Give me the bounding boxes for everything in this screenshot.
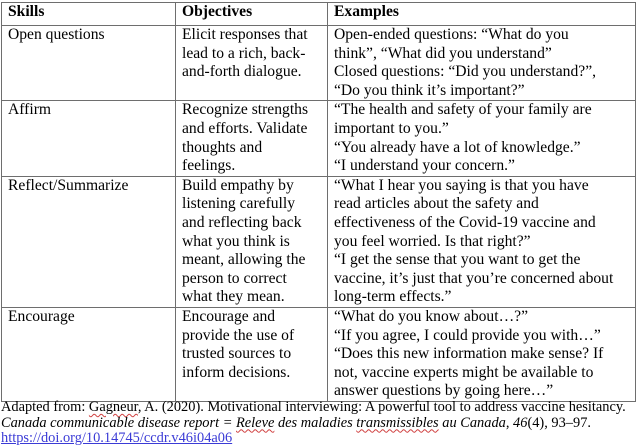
cell-text-line: inform decisions. — [182, 363, 291, 381]
cell-text-line: and-forth dialogue. — [182, 63, 302, 81]
cell-text-line: Recognize strengths — [182, 101, 309, 119]
cell-text-line: “You already have a lot of knowledge.” — [334, 138, 581, 156]
citation-prefix: Adapted from: — [1, 399, 89, 415]
cell-text-line: long-term effects.” — [334, 288, 452, 306]
table-row — [2, 307, 636, 401]
cell-text-line: “What I hear you saying is that you have — [334, 176, 589, 194]
cell-text-line: “Does this new information make sense? If — [334, 345, 604, 363]
journal-name-part: au Canada — [438, 414, 506, 431]
cell-text-line: Closed questions: “Did you understand?”, — [334, 63, 597, 81]
cell-text-line: think”, “What did you understand” — [334, 44, 552, 62]
objective-cell — [176, 101, 328, 176]
cell-text-line: you feel worried. Is that right?” — [334, 232, 531, 250]
cell-text-line: person to correct — [182, 269, 287, 287]
cell-text-line: listening carefully — [182, 195, 296, 213]
citation-journal — [1, 415, 506, 431]
citation-line-1 — [1, 400, 626, 416]
citation-line-2 — [1, 416, 626, 432]
source-citation — [1, 400, 626, 447]
journal-word-misspelled[interactable]: transmissibles — [356, 414, 439, 431]
cell-text-line: “I get the sense that you want to get the — [334, 251, 581, 269]
table-header-row — [2, 3, 636, 26]
table-row — [2, 176, 636, 307]
citation-title: , A. (2020). Motivational interviewing: A powerful tool to address vaccine hesitancy. — [137, 399, 626, 415]
example-cell — [328, 26, 636, 101]
doi-link[interactable]: https://doi.org/10.14745/ccdr.v46i04a06 — [1, 430, 233, 447]
cell-text-line: vaccine, it’s just that you’re concerned about — [334, 269, 614, 287]
column-header-examples: Examples — [328, 3, 636, 26]
cell-text-line: not, vaccine experts might be available to — [334, 363, 594, 381]
cell-text-line: “What do you know about…?” — [334, 307, 529, 325]
citation-line-3 — [1, 431, 626, 447]
cell-text-line: Encourage and — [182, 307, 276, 325]
citation-issue-pages: (4), 93–97. — [527, 414, 591, 431]
cell-text-line: and efforts. Validate — [182, 119, 308, 137]
example-cell — [328, 307, 636, 401]
cell-text-line: meant, allowing the — [182, 251, 306, 269]
cell-text-line: lead to a rich, back- — [182, 44, 306, 62]
cell-text-line: trusted sources to — [182, 345, 292, 363]
cell-text-line: answer questions by going here…” — [334, 382, 554, 400]
skill-cell: Encourage — [2, 307, 176, 401]
cell-text-line: “The health and safety of your family are — [334, 101, 592, 119]
cell-text-line: provide the use of — [182, 326, 295, 344]
motivational-interviewing-skills-table — [1, 2, 636, 402]
cell-text-line: what you think is — [182, 232, 290, 250]
journal-name-part: des maladies — [274, 414, 357, 431]
table-row — [2, 101, 636, 176]
cell-text-line: Open-ended questions: “What do you — [334, 26, 569, 43]
cell-text-line: feelings. — [182, 157, 236, 175]
table-row — [2, 26, 636, 101]
citation-volume: 46 — [513, 414, 528, 431]
example-cell — [328, 176, 636, 307]
cell-text-line: “If you agree, I could provide you with…” — [334, 326, 601, 344]
cell-text-line: and reflecting back — [182, 213, 302, 231]
cell-text-line: thoughts and — [182, 138, 263, 156]
cell-text-line: “Do you think it’s important?” — [334, 81, 525, 99]
objective-cell — [176, 26, 328, 101]
cell-text-line: what they mean. — [182, 288, 285, 306]
cell-text-line: effectiveness of the Covid-19 vaccine and — [334, 213, 596, 231]
citation-author-misspelled[interactable]: Gagneur — [88, 399, 138, 415]
cell-text-line: read articles about the safety and — [334, 195, 539, 213]
cell-text-line: Elicit responses that — [182, 26, 308, 43]
skill-cell: Affirm — [2, 101, 176, 176]
skill-cell: Open questions — [2, 26, 176, 101]
journal-word-misspelled[interactable]: Releve — [236, 414, 275, 431]
column-header-skills: Skills — [2, 3, 176, 26]
objective-cell — [176, 307, 328, 401]
column-header-objectives: Objectives — [176, 3, 328, 26]
example-cell — [328, 101, 636, 176]
objective-cell — [176, 176, 328, 307]
citation-separator: , — [505, 414, 514, 431]
cell-text-line: Build empathy by — [182, 176, 294, 194]
cell-text-line: “I understand your concern.” — [334, 157, 515, 175]
cell-text-line: important to you.” — [334, 119, 449, 137]
journal-name-part: Canada communicable disease report = — [1, 414, 236, 431]
skill-cell: Reflect/Summarize — [2, 176, 176, 307]
